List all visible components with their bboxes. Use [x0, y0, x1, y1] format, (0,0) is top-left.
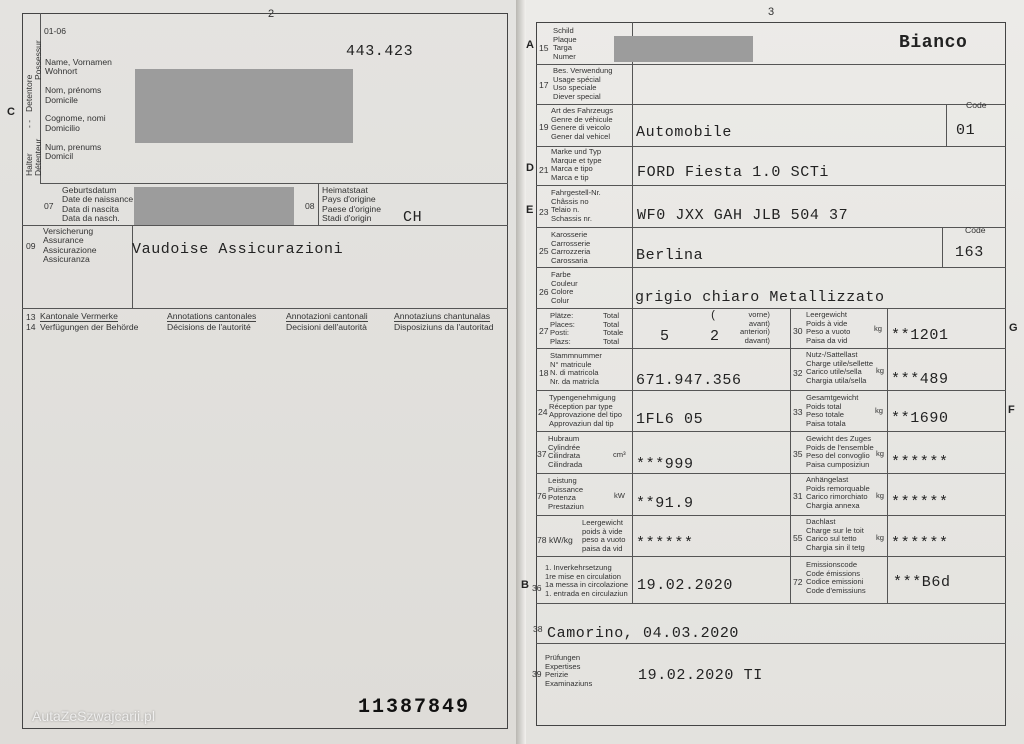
annot-col2-sub: Décisions de l'autorité: [167, 322, 251, 332]
left-page-number: 2: [268, 8, 275, 20]
field-37-unit: cm³: [613, 450, 626, 459]
field-72-label: Emissionscode Code émissions Codice emissioni Code d'emissiuns: [806, 560, 866, 595]
field-19-number: 19: [539, 122, 549, 132]
field-72-number: 72: [793, 577, 803, 587]
field-21-number: 21: [539, 165, 549, 175]
field-30-value: **1201: [891, 327, 949, 344]
vertical-label-detentore: Detentore: [24, 74, 34, 112]
field-27-front-label: vorne) avant) anteriori) davant): [740, 310, 770, 345]
annot-col3-sub: Decisioni dell'autorità: [286, 322, 367, 332]
field-26-label: Farbe Couleur Colore Colur: [551, 270, 578, 305]
field-33-value: **1690: [891, 410, 949, 427]
field-36-number: 36: [532, 583, 542, 593]
field-27-total-label: Total Total Totale Total: [603, 311, 624, 346]
vertical-label-halter: Halter: [24, 153, 34, 176]
field-33-label: Gesamtgewicht Poids total Peso totale Paisa totala: [806, 393, 859, 428]
field-55-value: ******: [891, 535, 949, 552]
field-35-unit: kg: [876, 449, 885, 458]
field-36-label: 1. Inverkehrsetzung 1re mise en circulation 1a messa in circolazione 1. entrada en circulaziun: [545, 563, 629, 598]
field-24-value: 1FL6 05: [636, 411, 704, 428]
field-72-value: ***B6d: [893, 574, 951, 591]
field-15-value: Bianco: [899, 33, 968, 53]
field-21-label: Marke und Typ Marque et type Marca e tipo Marca e tip: [551, 147, 602, 182]
field-30-label: Leergewicht Poids à vide Peso a vuoto Paisa da vid: [806, 310, 851, 345]
field-32-unit: kg: [876, 366, 885, 375]
vertical-label-detenteur: Détenteur: [33, 138, 43, 176]
field-31-unit: kg: [876, 491, 885, 500]
field-35-label: Gewicht des Zuges Poids de l'ensemble Peso del convoglio Paisa cumposiziun: [806, 434, 874, 469]
annot-col1-head: Kantonale Vermerke: [40, 311, 118, 321]
letter-d: D: [526, 162, 534, 174]
field-25-number: 25: [539, 246, 549, 256]
letter-f: F: [1008, 404, 1015, 416]
field-08-value: CH: [403, 209, 423, 226]
name-address-labels: Name, Vornamen Wohnort Nom, prénoms Domicile Cognome, nomi Domicilio Num, prenums Domicil: [45, 57, 112, 162]
redacted-plate: [614, 36, 753, 62]
field-09-value: Vaudoise Assicurazioni: [132, 241, 344, 258]
field-30-unit: kg: [874, 324, 883, 333]
field-78-label: Leergewicht poids à vide peso a vuoto paisa da vid: [582, 518, 626, 553]
field-37-label: Hubraum Cylindrée Cilindrata Cilindrada: [548, 434, 583, 469]
annot-col4-sub: Disposiziuns da l'autoritad: [394, 322, 494, 332]
field-19-label: Art des Fahrzeugs Genre de véhicule Genere di veicolo Gener dal vehicel: [551, 106, 614, 141]
field-76-number: 76: [537, 491, 547, 501]
letter-b: B: [521, 579, 529, 591]
field-38-value: Camorino, 04.03.2020: [547, 625, 740, 642]
field-19-value: Automobile: [636, 124, 733, 141]
field-55-number: 55: [793, 533, 803, 543]
field-08-label: Heimatstaat Pays d'origine Paese d'origine Stadi d'origin: [322, 185, 381, 224]
field-76-value: **91.9: [636, 495, 694, 512]
redacted-holder-name: [135, 69, 353, 143]
vertical-label-dashes: - -: [24, 119, 34, 128]
field-31-label: Anhängelast Poids remorquable Carico rimorchiato Chargia annexa: [806, 475, 870, 510]
field-27-total-value: 5: [660, 328, 670, 345]
field-39-label: Prüfungen Expertises Perizie Examinaziuns: [545, 653, 593, 688]
page-spine: [516, 0, 526, 744]
field-78-number: 78 kW/kg: [537, 535, 573, 545]
field-35-value: ******: [891, 454, 949, 471]
annot-col2-head: Annotations cantonales: [167, 311, 257, 321]
holder-number: 443.423: [346, 43, 414, 60]
field-25-code: 163: [955, 244, 984, 261]
field-33-number: 33: [793, 407, 803, 417]
field-07-number: 07: [44, 201, 54, 211]
field-14-number: 14: [26, 322, 36, 332]
field-76-unit: kW: [614, 491, 625, 500]
field-78-value: ******: [636, 535, 694, 552]
right-page-number: 3: [768, 6, 775, 18]
letter-g: G: [1009, 322, 1018, 334]
field-19-code-label: Code: [966, 100, 987, 110]
field-31-value: ******: [891, 494, 949, 511]
field-26-value: grigio chiaro Metallizzato: [635, 289, 885, 306]
field-26-number: 26: [539, 287, 549, 297]
field-30-number: 30: [793, 326, 803, 336]
annot-col3-head: Annotazioni cantonali: [286, 311, 368, 321]
letter-c: C: [7, 106, 15, 118]
field-24-number: 24: [538, 407, 548, 417]
field-27-label: Plätze: Places: Posti: Plazs:: [550, 311, 575, 346]
field-31-number: 31: [793, 491, 803, 501]
field-76-label: Leistung Puissance Potenza Prestaziun: [548, 476, 584, 511]
field-27-front-value: 2: [710, 328, 720, 345]
field-32-number: 32: [793, 368, 803, 378]
field-17-number: 17: [539, 80, 549, 90]
field-33-unit: kg: [875, 406, 884, 415]
field-15-label: Schild Plaque Targa Numer: [553, 26, 577, 61]
field-09-label: Versicherung Assurance Assicurazione Assicuranza: [43, 226, 97, 265]
field-18-label: Stammnummer N° matricule N. di matricola Nr. da matricla: [550, 351, 602, 386]
field-27-number: 27: [539, 326, 549, 336]
field-32-label: Nutz-/Sattellast Charge utile/sellette Carico utile/sella Chargia utila/sella: [806, 350, 874, 385]
annot-col1-sub: Verfügungen der Behörde: [40, 322, 139, 332]
field-24-label: Typengenehmigung Réception par type Approvazione del tipo Approvaziun dal tip: [549, 393, 623, 428]
field-36-value: 19.02.2020: [637, 577, 734, 594]
field-15-number: 15: [539, 43, 549, 53]
letter-e: E: [526, 204, 534, 216]
field-55-unit: kg: [876, 533, 885, 542]
field-25-value: Berlina: [636, 247, 704, 264]
code-01-06: 01-06: [44, 26, 66, 36]
field-35-number: 35: [793, 449, 803, 459]
field-23-number: 23: [539, 207, 549, 217]
field-17-label: Bes. Verwendung Usage spécial Uso speciale Diever special: [553, 66, 613, 101]
vertical-label-possessur: Possessur: [33, 40, 43, 80]
field-07-label: Geburtsdatum Date de naissance Data di nascita Data da nasch.: [62, 185, 134, 224]
field-37-value: ***999: [636, 456, 694, 473]
field-09-number: 09: [26, 241, 36, 251]
field-23-value: WF0 JXX GAH JLB 504 37: [637, 207, 849, 224]
field-23-label: Fahrgestell-Nr. Châssis no Telaio n. Schassis nr.: [551, 188, 601, 223]
field-39-value: 19.02.2020 TI: [638, 667, 763, 684]
field-55-label: Dachlast Charge sur le toit Carico sul tetto Chargia sin il tetg: [806, 517, 865, 552]
field-38-number: 38: [533, 624, 543, 634]
field-39-number: 39: [532, 669, 542, 679]
field-25-label: Karosserie Carrosserie Carrozzeria Carossaria: [551, 230, 591, 265]
document-number: 11387849: [358, 696, 471, 719]
field-32-value: ***489: [891, 371, 949, 388]
field-25-code-label: Code: [965, 225, 986, 235]
watermark: AutaZeSzwajcarii.pl: [32, 708, 155, 724]
field-27-paren: (: [710, 310, 718, 322]
field-08-number: 08: [305, 201, 315, 211]
field-13-number: 13: [26, 312, 36, 322]
annot-col4-head: Annotaziuns chantunalas: [394, 311, 491, 321]
field-19-code: 01: [956, 122, 976, 139]
field-37-number: 37: [537, 449, 547, 459]
field-21-value: FORD Fiesta 1.0 SCTi: [637, 164, 830, 181]
redacted-birth-date: [134, 187, 294, 225]
field-18-value: 671.947.356: [636, 372, 742, 389]
letter-a: A: [526, 39, 534, 51]
field-18-number: 18: [539, 368, 549, 378]
